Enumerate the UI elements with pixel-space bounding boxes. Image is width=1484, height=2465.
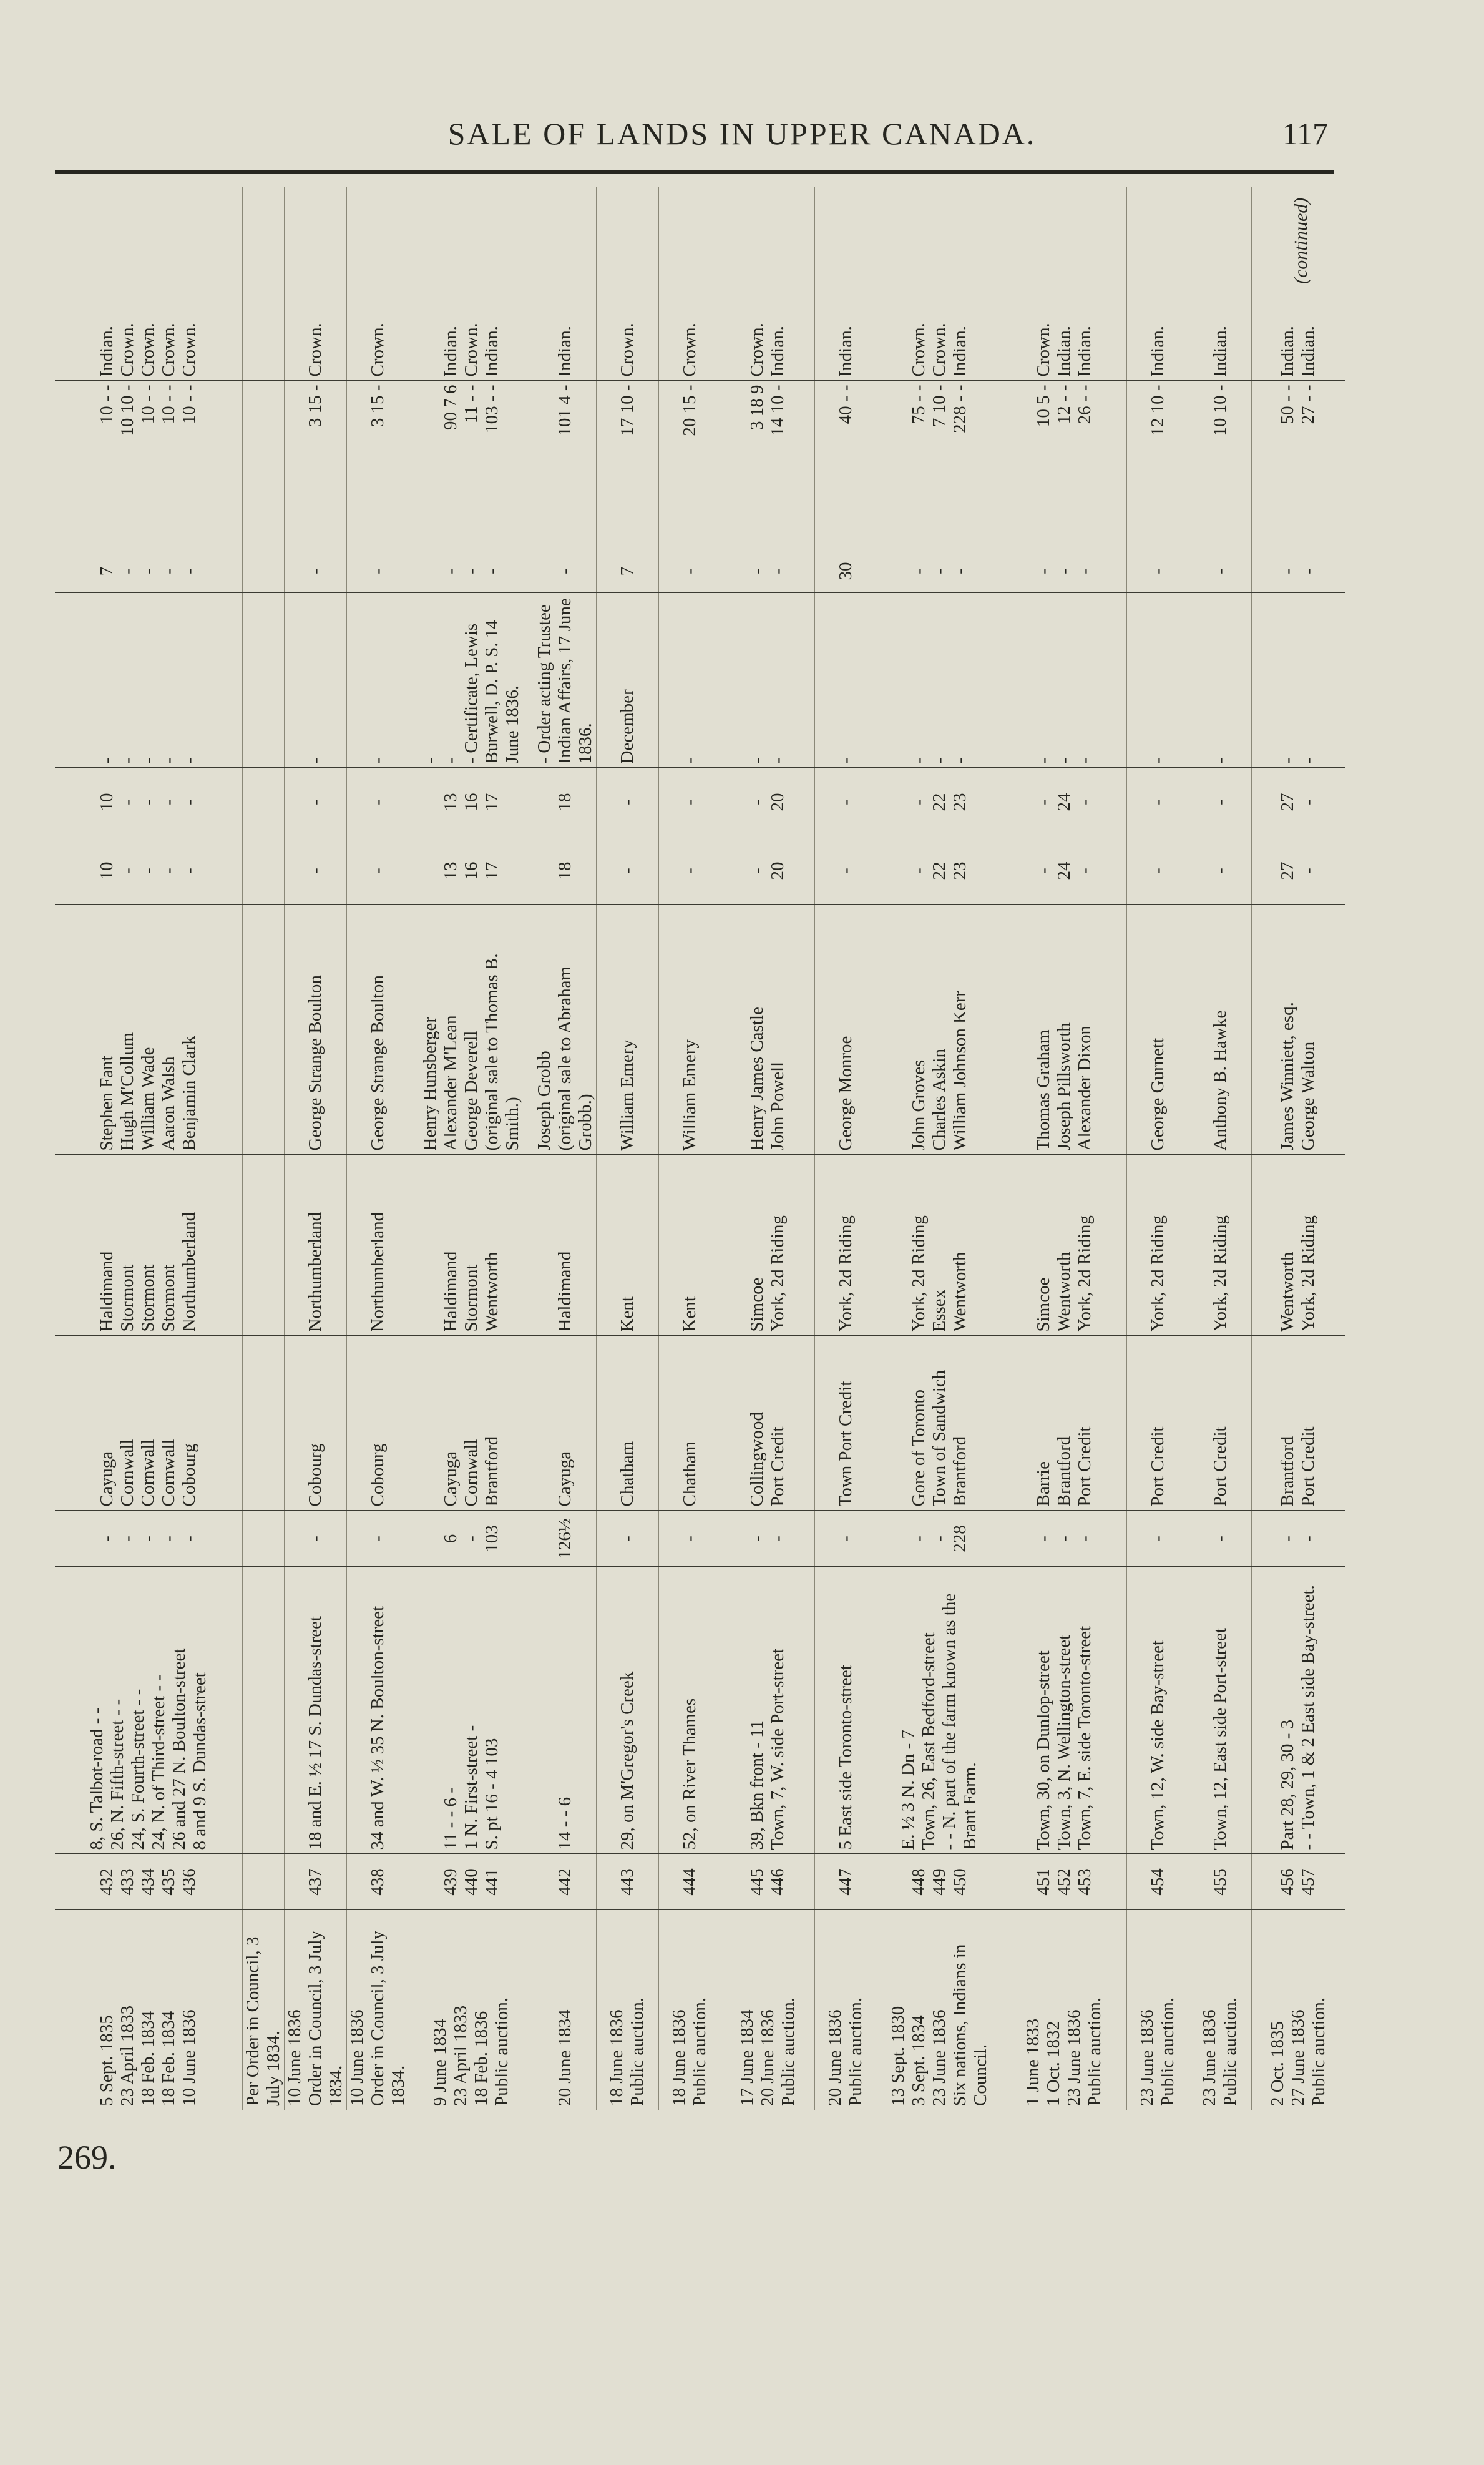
table-row [55, 187, 242, 2110]
district-cell: Haldimand Stormont Stormont Stormont Northumberland [55, 1155, 242, 1336]
instalment-cell: 18 [534, 768, 596, 836]
instalment-cell: 13 16 17 [409, 768, 534, 836]
amount-cell: 3 15 - [284, 381, 346, 549]
instalment-cell: 18 [534, 836, 596, 905]
acres-cell: - [346, 1511, 409, 1567]
town-cell: Cayuga Cornwall Cornwall Cornwall Cobourg [55, 1336, 242, 1511]
purchaser-cell: William Emery [596, 905, 658, 1155]
date-paid-cell: - Order acting Trustee Indian Affairs, 17 June 1836. [534, 593, 596, 768]
purchaser-cell: George Gurnett [1126, 905, 1189, 1155]
district-cell: York, 2d Riding Essex Wentworth [877, 1155, 1002, 1336]
number-cell: 438 [346, 1854, 409, 1910]
lot-cell: Town, 12, W. side Bay-street [1126, 1567, 1189, 1854]
purchaser-cell: James Winniett, esq. George Walton [1251, 905, 1345, 1155]
date-paid-cell: December [596, 593, 658, 768]
lot-cell: E. ½ 3 N. Dn - 7 Town, 26, East Bedford-street - - N. part of the farm known as the Brant Farm. [877, 1567, 1002, 1854]
acres-cell: - [1126, 1511, 1189, 1567]
acres-cell [242, 1511, 284, 1567]
date-cell: 20 June 1836 Public auction. [814, 1910, 877, 2110]
district-cell: Simcoe Wentworth York, 2d Riding [1002, 1155, 1126, 1336]
reserve-cell: Crown. Crown. Indian. [908, 323, 970, 377]
lot-cell: Part 28, 29, 30 - 3 - - Town, 1 & 2 East side Bay-street. [1251, 1567, 1345, 1854]
instalment-cell: 13 16 17 [409, 836, 534, 905]
district-cell: York, 2d Riding [814, 1155, 877, 1336]
district-cell: Northumberland [346, 1155, 409, 1336]
town-cell: Chatham [658, 1336, 721, 1511]
purchaser-cell: Henry Hunsberger Alexander M'Lean George Deverell (original sale to Thomas B. Smith.) [409, 905, 534, 1155]
table-row [658, 187, 721, 2110]
instalment-cell [242, 836, 284, 905]
acres-cell: - [658, 1511, 721, 1567]
date-paid-cell: - - [721, 593, 814, 768]
date-paid-cell: - - - - - [55, 593, 242, 768]
table-row [814, 187, 877, 2110]
instalment-cell: - 20 [721, 768, 814, 836]
acres-cell: - - - [1002, 1511, 1126, 1567]
district-cell: Kent [658, 1155, 721, 1336]
town-cell [242, 1336, 284, 1511]
instalment-cell: - [1126, 836, 1189, 905]
lot-cell: 39, Bkn front - 11 Town, 7, W. side Port-street [721, 1567, 814, 1854]
reserve-cell: Indian. Crown. Crown. Crown. Crown. [97, 323, 200, 377]
date-cell: 17 June 1834 20 June 1836 Public auction. [721, 1910, 814, 2110]
lot-cell [242, 1567, 284, 1854]
acres-cell: - [284, 1511, 346, 1567]
page-number: 117 [1282, 116, 1328, 151]
district-cell: Simcoe York, 2d Riding [721, 1155, 814, 1336]
lot-cell: Town, 30, on Dunlop-street Town, 3, N. Wellington-street Town, 7, E. side Toronto-street [1002, 1567, 1126, 1854]
number-cell: 444 [658, 1854, 721, 1910]
acres-cell: 126½ [534, 1511, 596, 1567]
date-paid-cell: - [814, 593, 877, 768]
number-cell: 451 452 453 [1002, 1854, 1126, 1910]
reserve-cell: Indian. [554, 326, 575, 377]
date-cell: 2 Oct. 1835 27 June 1836 Public auction. [1251, 1910, 1345, 2110]
reserve-cell: Indian. [1147, 326, 1168, 377]
date-paid-cell: - [284, 593, 346, 768]
district-cell: York, 2d Riding [1126, 1155, 1189, 1336]
instalment-cell: 10 - - - - [55, 836, 242, 905]
date-cell: 9 June 1834 23 April 1833 18 Feb. 1836 Public auction. [409, 1910, 534, 2110]
number-cell: 443 [596, 1854, 658, 1910]
amount-cell: 3 15 - [346, 381, 409, 549]
instalment-cell: - [346, 836, 409, 905]
instalment-cell: - [284, 836, 346, 905]
lot-cell: 18 and E. ½ 17 S. Dundas-street [284, 1567, 346, 1854]
town-cell: Port Credit [1189, 1336, 1251, 1511]
amount-cell: 75 - - 7 10 - 228 - - [877, 381, 1002, 549]
instalment-cell: - 20 [721, 836, 814, 905]
instalment-cell: 10 - - - - [55, 768, 242, 836]
acres-cell: - [1189, 1511, 1251, 1567]
district-cell: Haldimand [534, 1155, 596, 1336]
header-rule [55, 170, 1334, 174]
reserve-cell: Crown. [305, 323, 325, 377]
number-cell: 439 440 441 [409, 1854, 534, 1910]
number-cell: 437 [284, 1854, 346, 1910]
number-cell: 447 [814, 1854, 877, 1910]
lot-cell: 14 - - 6 [534, 1567, 596, 1854]
amount-cell: 20 15 - [658, 381, 721, 549]
lot-cell: 11 - - 6 - 1 N. First-street - S. pt 16 - 4 103 [409, 1567, 534, 1854]
number-cell: 448 449 450 [877, 1854, 1002, 1910]
table-row [1002, 187, 1126, 2110]
acres-cell: - - - - - [55, 1511, 242, 1567]
town-cell: Brantford Port Credit [1251, 1336, 1345, 1511]
page-title: SALE OF LANDS IN UPPER CANADA. [447, 116, 1037, 151]
lot-cell: 8, S. Talbot-road - - 26, N. Fifth-street - - 24, S. Fourth-street - - 24, N. of Third-street - - 26 and 27 N. Boulton-street 8 and 9 S. Dundas-street [55, 1567, 242, 1854]
cash-cell: - [284, 549, 346, 593]
date-paid-cell: - [346, 593, 409, 768]
table-row [284, 187, 346, 2110]
town-cell: Collingwood Port Credit [721, 1336, 814, 1511]
cash-cell: - - - [1002, 549, 1126, 593]
cash-cell [242, 549, 284, 593]
table-row [346, 187, 409, 2110]
purchaser-cell: George Strange Boulton [346, 905, 409, 1155]
district-cell: York, 2d Riding [1189, 1155, 1251, 1336]
date-paid-cell: - - [1251, 593, 1345, 768]
district-cell: Wentworth York, 2d Riding [1251, 1155, 1345, 1336]
amount-cell: 10 - - 10 10 - 10 - - 10 - - 10 - - [55, 381, 242, 549]
instalment-cell: - [814, 836, 877, 905]
amount-cell [242, 381, 284, 549]
acres-cell: - [596, 1511, 658, 1567]
date-cell: 13 Sept. 1830 3 Sept. 1834 23 June 1836 Six nations, Indians in Council. [877, 1910, 1002, 2110]
table-row [1189, 187, 1251, 2110]
instalment-cell: - [658, 836, 721, 905]
amount-cell: 10 10 - [1189, 381, 1251, 549]
number-cell: 456 457 [1251, 1854, 1345, 1910]
table-row [877, 187, 1002, 2110]
table-row [242, 187, 284, 2110]
number-cell: 454 [1126, 1854, 1189, 1910]
date-cell: 5 Sept. 1835 23 April 1833 18 Feb. 1834 18 Feb. 1834 10 June 1836 [55, 1910, 242, 2110]
cash-cell: - - [721, 549, 814, 593]
date-paid-cell: - [1189, 593, 1251, 768]
instalment-cell: - 24 - [1002, 768, 1126, 836]
acres-cell: - - 228 [877, 1511, 1002, 1567]
amount-cell: 90 7 6 11 - - 103 - - [409, 381, 534, 549]
lot-cell: 29, on M'Gregor's Creek [596, 1567, 658, 1854]
town-cell: Chatham [596, 1336, 658, 1511]
town-cell: Gore of Toronto Town of Sandwich Brantford [877, 1336, 1002, 1511]
date-cell: 20 June 1834 [534, 1910, 596, 2110]
date-cell: 18 June 1836 Public auction. [596, 1910, 658, 2110]
cash-cell: - [534, 549, 596, 593]
cash-cell: 7 - - - - [55, 549, 242, 593]
instalment-cell: - 22 23 [877, 836, 1002, 905]
number-cell: 455 [1189, 1854, 1251, 1910]
district-cell: Haldimand Stormont Wentworth [409, 1155, 534, 1336]
reserve-cell: Crown. [367, 323, 388, 377]
date-paid-cell: - - - Certificate, Lewis Burwell, D. P. S. 14 June 1836. [409, 593, 534, 768]
cash-cell: - - - [409, 549, 534, 593]
instalment-cell: - [596, 768, 658, 836]
purchaser-cell: William Emery [658, 905, 721, 1155]
acres-cell: - [814, 1511, 877, 1567]
date-cell: 1 June 1833 1 Oct. 1832 23 June 1836 Public auction. [1002, 1910, 1126, 2110]
town-cell: Cayuga Cornwall Brantford [409, 1336, 534, 1511]
reserve-cell: Indian. [1209, 326, 1230, 377]
amount-cell: 17 10 - [596, 381, 658, 549]
lot-cell: Town, 12, East side Port-street [1189, 1567, 1251, 1854]
cash-cell: - [1189, 549, 1251, 593]
instalment-cell: - [1189, 836, 1251, 905]
cash-cell: - - - [877, 549, 1002, 593]
date-cell: 18 June 1836 Public auction. [658, 1910, 721, 2110]
table-row [1251, 187, 1345, 2110]
cash-cell: - [1126, 549, 1189, 593]
table-row [1126, 187, 1189, 2110]
lot-cell: 34 and W. ½ 35 N. Boulton-street [346, 1567, 409, 1854]
cash-cell: 30 [814, 549, 877, 593]
district-cell: Northumberland [284, 1155, 346, 1336]
date-cell: Per Order in Council, 3 July 1834. [242, 1910, 284, 2110]
acres-cell: - - [721, 1511, 814, 1567]
instalment-cell: - 22 23 [877, 768, 1002, 836]
town-cell: Port Credit [1126, 1336, 1189, 1511]
number-cell: 445 446 [721, 1854, 814, 1910]
reserve-cell: Crown. [617, 323, 637, 377]
reserve-cell: Indian. [835, 326, 856, 377]
purchaser-cell: Henry James Castle John Powell [721, 905, 814, 1155]
cash-cell: - - [1251, 549, 1345, 593]
instalment-cell: 27 - [1251, 768, 1345, 836]
date-paid-cell: - [1126, 593, 1189, 768]
district-cell: Kent [596, 1155, 658, 1336]
purchaser-cell: Stephen Fant Hugh M'Collum William Wade Aaron Walsh Benjamin Clark [55, 905, 242, 1155]
number-cell: 432 433 434 435 436 [55, 1854, 242, 1910]
date-cell: 10 June 1836 Order in Council, 3 July 1834. [346, 1910, 409, 2110]
continued-note: (continued) [1291, 197, 1311, 284]
purchaser-cell: Joseph Grobb (original sale to Abraham Grobb.) [534, 905, 596, 1155]
amount-cell: 50 - - 27 - - [1251, 381, 1345, 549]
table-row [534, 187, 596, 2110]
instalment-cell: 27 - [1251, 836, 1345, 905]
number-cell [242, 1854, 284, 1910]
town-cell: Cayuga [534, 1336, 596, 1511]
amount-cell: 101 4 - [534, 381, 596, 549]
cash-cell: - [346, 549, 409, 593]
cash-cell: - [658, 549, 721, 593]
instalment-cell: - [1189, 768, 1251, 836]
instalment-cell: - [284, 768, 346, 836]
table-row [721, 187, 814, 2110]
number-cell: 442 [534, 1854, 596, 1910]
reserve-cell [242, 187, 284, 381]
purchaser-cell: George Strange Boulton [284, 905, 346, 1155]
signature-mark: 269. [57, 2139, 117, 2176]
instalment-cell [242, 768, 284, 836]
date-cell: 23 June 1836 Public auction. [1189, 1910, 1251, 2110]
reserve-cell: Indian. Indian. [1277, 326, 1319, 377]
date-paid-cell: - - - [877, 593, 1002, 768]
instalment-cell: - [658, 768, 721, 836]
lot-cell: 5 East side Toronto-street [814, 1567, 877, 1854]
instalment-cell: - [346, 768, 409, 836]
town-cell: Town Port Credit [814, 1336, 877, 1511]
amount-cell: 10 5 - 12 - - 26 - - [1002, 381, 1126, 549]
date-cell: 10 June 1836 Order in Council, 3 July 1834. [284, 1910, 346, 2110]
instalment-cell: - [1126, 768, 1189, 836]
instalment-cell: - 24 - [1002, 836, 1126, 905]
reserve-cell: Crown. Indian. [747, 323, 788, 377]
land-sales-table [55, 187, 1334, 2110]
purchaser-cell: John Groves Charles Askin William Johnson Kerr [877, 905, 1002, 1155]
date-paid-cell: - [658, 593, 721, 768]
amount-cell: 12 10 - [1126, 381, 1189, 549]
table-body [55, 187, 1345, 2110]
table-row [596, 187, 658, 2110]
purchaser-cell: Anthony B. Hawke [1189, 905, 1251, 1155]
cash-cell: 7 [596, 549, 658, 593]
lot-cell: 52, on River Thames [658, 1567, 721, 1854]
purchaser-cell: George Monroe [814, 905, 877, 1155]
amount-cell: 40 - - [814, 381, 877, 549]
table-row [409, 187, 534, 2110]
instalment-cell: - [596, 836, 658, 905]
town-cell: Cobourg [284, 1336, 346, 1511]
date-paid-cell: - - - [1002, 593, 1126, 768]
purchaser-cell: Thomas Graham Joseph Pillsworth Alexander Dixon [1002, 905, 1126, 1155]
purchaser-cell [242, 905, 284, 1155]
amount-cell: 3 18 9 14 10 - [721, 381, 814, 549]
reserve-cell: Crown. Indian. Indian. [1033, 323, 1095, 377]
instalment-cell: - [814, 768, 877, 836]
date-paid-cell [242, 593, 284, 768]
acres-cell: - - [1251, 1511, 1345, 1567]
reserve-cell: Indian. Crown. Indian. [440, 323, 502, 377]
town-cell: Cobourg [346, 1336, 409, 1511]
acres-cell: 6 - 103 [409, 1511, 534, 1567]
district-cell [242, 1155, 284, 1336]
date-cell: 23 June 1836 Public auction. [1126, 1910, 1189, 2110]
reserve-cell: Crown. [679, 323, 700, 377]
town-cell: Barrie Brantford Port Credit [1002, 1336, 1126, 1511]
